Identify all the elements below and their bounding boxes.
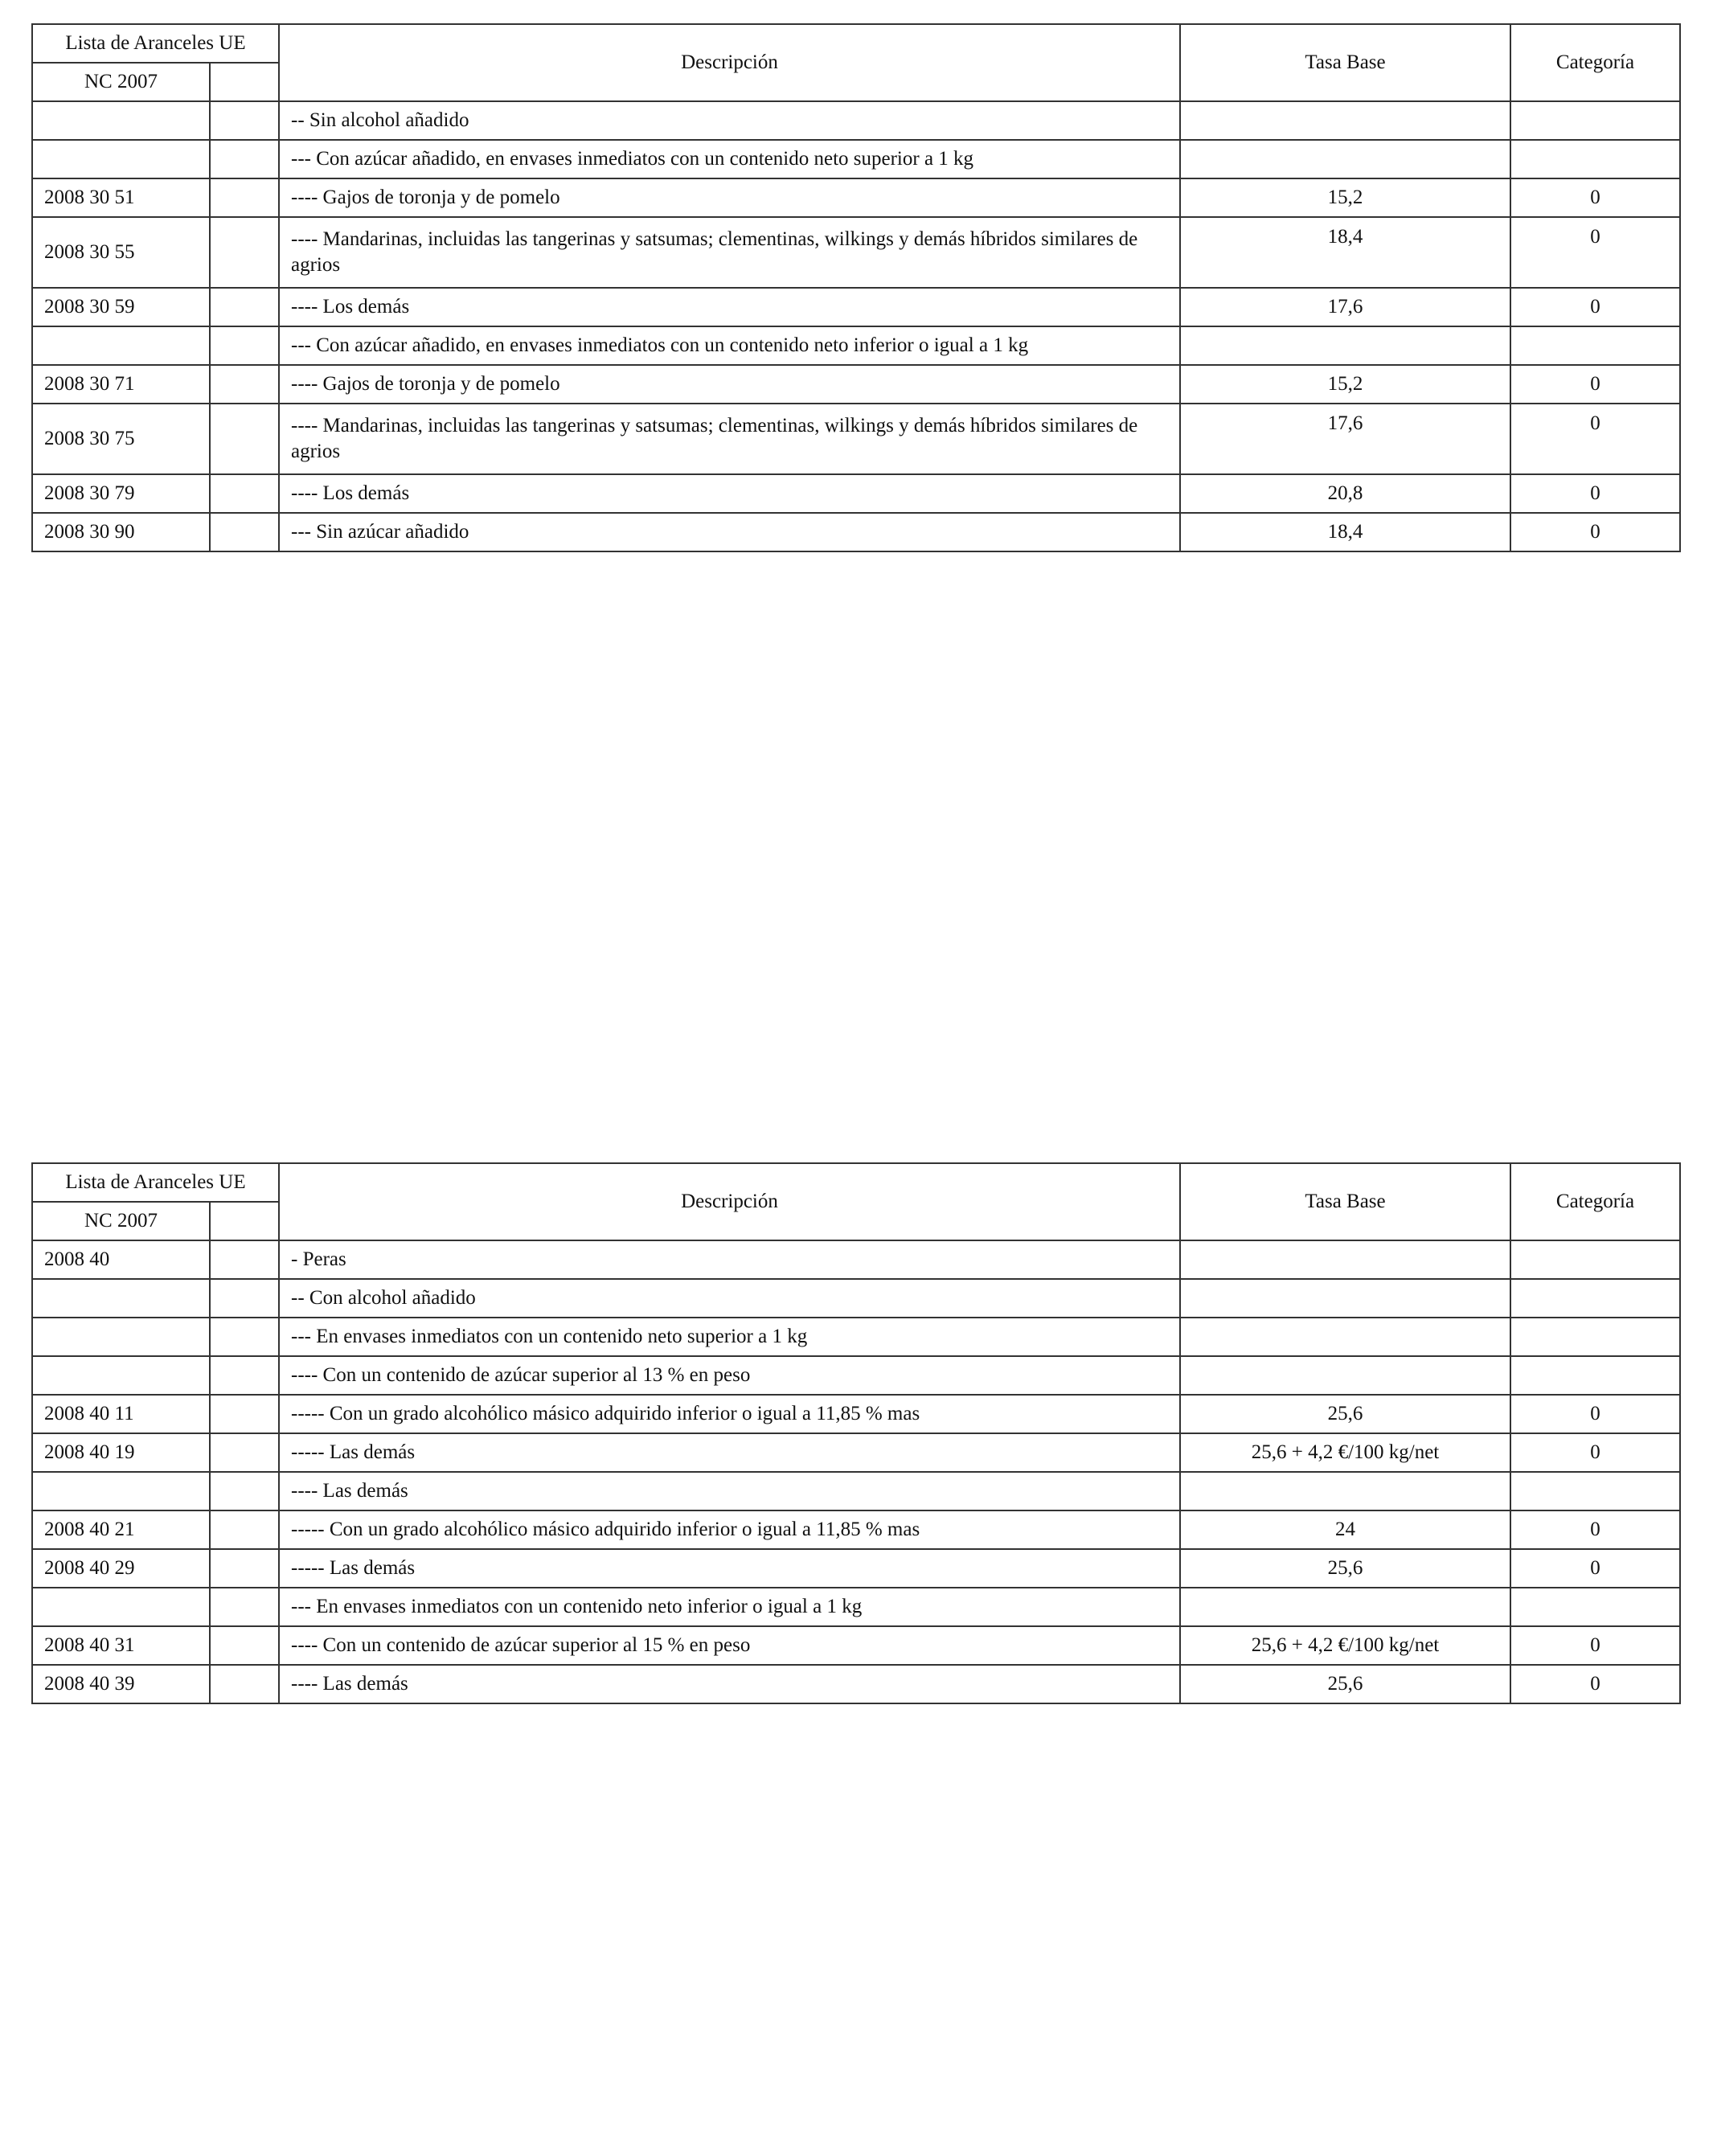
tariff-table-2 xyxy=(31,1162,1681,1704)
category-cell xyxy=(1510,140,1680,178)
rate-cell: 15,2 xyxy=(1180,178,1510,217)
table-row xyxy=(32,1433,1680,1472)
category-cell xyxy=(1510,1318,1680,1356)
blank-cell xyxy=(210,474,279,513)
code-cell: 2008 40 29 xyxy=(32,1549,210,1588)
category-cell: 0 xyxy=(1510,288,1680,326)
blank-cell xyxy=(210,1549,279,1588)
table-row xyxy=(32,101,1680,140)
rate-cell: 17,6 xyxy=(1180,288,1510,326)
code-cell: 2008 30 51 xyxy=(32,178,210,217)
rate-cell xyxy=(1180,1588,1510,1626)
rate-cell xyxy=(1180,326,1510,365)
table-row xyxy=(32,217,1680,288)
nc-header-cell: NC 2007 xyxy=(32,63,210,101)
rate-cell: 25,6 + 4,2 €/100 kg/net xyxy=(1180,1433,1510,1472)
rate-cell: 15,2 xyxy=(1180,365,1510,404)
table-row xyxy=(32,1510,1680,1549)
blank-cell xyxy=(210,140,279,178)
description-header-cell: Descripción xyxy=(279,24,1180,101)
blank-cell xyxy=(210,1395,279,1433)
rate-cell xyxy=(1180,140,1510,178)
code-cell: 2008 30 90 xyxy=(32,513,210,551)
category-cell: 0 xyxy=(1510,404,1680,474)
category-cell xyxy=(1510,1356,1680,1395)
code-cell: 2008 30 71 xyxy=(32,365,210,404)
description-cell: ---- Gajos de toronja y de pomelo xyxy=(279,365,1180,404)
blank-cell xyxy=(210,101,279,140)
code-cell: 2008 30 55 xyxy=(32,217,210,288)
code-cell xyxy=(32,1318,210,1356)
code-cell: 2008 30 75 xyxy=(32,404,210,474)
description-cell: ---- Los demás xyxy=(279,474,1180,513)
description-cell: -- Sin alcohol añadido xyxy=(279,101,1180,140)
blank-header-cell xyxy=(210,63,279,101)
description-cell: ---- Con un contenido de azúcar superior al 13 % en peso xyxy=(279,1356,1180,1395)
rate-cell xyxy=(1180,1240,1510,1279)
description-cell: ---- Las demás xyxy=(279,1665,1180,1703)
rate-cell: 18,4 xyxy=(1180,513,1510,551)
description-cell: ---- Los demás xyxy=(279,288,1180,326)
description-cell: ---- Gajos de toronja y de pomelo xyxy=(279,178,1180,217)
code-cell xyxy=(32,1356,210,1395)
nc-header-cell: NC 2007 xyxy=(32,1202,210,1240)
blank-cell xyxy=(210,1588,279,1626)
description-cell: --- En envases inmediatos con un contenido neto inferior o igual a 1 kg xyxy=(279,1588,1180,1626)
table-row xyxy=(32,1318,1680,1356)
category-cell xyxy=(1510,101,1680,140)
description-cell: --- Con azúcar añadido, en envases inmediatos con un contenido neto superior a 1 kg xyxy=(279,140,1180,178)
blank-header-cell xyxy=(210,1202,279,1240)
code-cell: 2008 40 21 xyxy=(32,1510,210,1549)
table-row xyxy=(32,1240,1680,1279)
category-cell: 0 xyxy=(1510,1510,1680,1549)
blank-cell xyxy=(210,404,279,474)
code-cell xyxy=(32,1588,210,1626)
table-row xyxy=(32,474,1680,513)
table-header-row xyxy=(32,24,1680,63)
rate-header-cell: Tasa Base xyxy=(1180,24,1510,101)
blank-cell xyxy=(210,217,279,288)
category-cell: 0 xyxy=(1510,365,1680,404)
description-cell: ---- Mandarinas, incluidas las tangerinas y satsumas; clementinas, wilkings y demás híbridos similares de agrios xyxy=(279,404,1180,474)
blank-cell xyxy=(210,1665,279,1703)
list-header-cell: Lista de Aranceles UE xyxy=(32,1163,279,1202)
category-cell: 0 xyxy=(1510,1665,1680,1703)
table-row xyxy=(32,326,1680,365)
category-cell: 0 xyxy=(1510,474,1680,513)
category-header-cell: Categoría xyxy=(1510,1163,1680,1240)
blank-cell xyxy=(210,1472,279,1510)
description-cell: ----- Las demás xyxy=(279,1549,1180,1588)
category-cell: 0 xyxy=(1510,178,1680,217)
table-row xyxy=(32,288,1680,326)
code-cell: 2008 40 19 xyxy=(32,1433,210,1472)
category-cell: 0 xyxy=(1510,513,1680,551)
table-row xyxy=(32,513,1680,551)
blank-cell xyxy=(210,513,279,551)
table-row xyxy=(32,140,1680,178)
table-row xyxy=(32,1395,1680,1433)
blank-cell xyxy=(210,1240,279,1279)
rate-cell: 18,4 xyxy=(1180,217,1510,288)
rate-cell xyxy=(1180,1472,1510,1510)
category-cell: 0 xyxy=(1510,217,1680,288)
rate-header-cell: Tasa Base xyxy=(1180,1163,1510,1240)
blank-cell xyxy=(210,1626,279,1665)
blank-cell xyxy=(210,1433,279,1472)
table-row xyxy=(32,1549,1680,1588)
rate-cell: 25,6 xyxy=(1180,1665,1510,1703)
category-cell: 0 xyxy=(1510,1433,1680,1472)
table-header-row xyxy=(32,1163,1680,1202)
category-cell xyxy=(1510,1240,1680,1279)
code-cell xyxy=(32,326,210,365)
code-cell xyxy=(32,140,210,178)
code-cell: 2008 40 11 xyxy=(32,1395,210,1433)
description-cell: ---- Con un contenido de azúcar superior al 15 % en peso xyxy=(279,1626,1180,1665)
description-cell: ---- Las demás xyxy=(279,1472,1180,1510)
category-cell: 0 xyxy=(1510,1395,1680,1433)
category-cell xyxy=(1510,1472,1680,1510)
table-row xyxy=(32,1356,1680,1395)
code-cell: 2008 40 39 xyxy=(32,1665,210,1703)
description-cell: ----- Las demás xyxy=(279,1433,1180,1472)
tariff-table-1 xyxy=(31,23,1681,552)
code-cell: 2008 30 59 xyxy=(32,288,210,326)
table-row xyxy=(32,365,1680,404)
table-row xyxy=(32,404,1680,474)
rate-cell xyxy=(1180,1279,1510,1318)
table-row xyxy=(32,1472,1680,1510)
blank-cell xyxy=(210,1279,279,1318)
category-cell xyxy=(1510,326,1680,365)
table-row xyxy=(32,1626,1680,1665)
category-cell xyxy=(1510,1279,1680,1318)
code-cell: 2008 40 xyxy=(32,1240,210,1279)
rate-cell xyxy=(1180,1318,1510,1356)
description-cell: --- En envases inmediatos con un contenido neto superior a 1 kg xyxy=(279,1318,1180,1356)
code-cell xyxy=(32,1472,210,1510)
blank-cell xyxy=(210,288,279,326)
description-cell: --- Sin azúcar añadido xyxy=(279,513,1180,551)
category-cell: 0 xyxy=(1510,1549,1680,1588)
table-row xyxy=(32,1665,1680,1703)
description-cell: ----- Con un grado alcohólico másico adquirido inferior o igual a 11,85 % mas xyxy=(279,1510,1180,1549)
rate-cell: 25,6 xyxy=(1180,1549,1510,1588)
description-cell: -- Con alcohol añadido xyxy=(279,1279,1180,1318)
blank-cell xyxy=(210,1356,279,1395)
rate-cell: 17,6 xyxy=(1180,404,1510,474)
category-cell xyxy=(1510,1588,1680,1626)
blank-cell xyxy=(210,326,279,365)
rate-cell xyxy=(1180,1356,1510,1395)
blank-cell xyxy=(210,365,279,404)
description-cell: - Peras xyxy=(279,1240,1180,1279)
code-cell: 2008 30 79 xyxy=(32,474,210,513)
table-row xyxy=(32,178,1680,217)
table-row xyxy=(32,1279,1680,1318)
description-header-cell: Descripción xyxy=(279,1163,1180,1240)
rate-cell: 24 xyxy=(1180,1510,1510,1549)
rate-cell: 25,6 xyxy=(1180,1395,1510,1433)
blank-cell xyxy=(210,1318,279,1356)
blank-cell xyxy=(210,1510,279,1549)
list-header-cell: Lista de Aranceles UE xyxy=(32,24,279,63)
blank-cell xyxy=(210,178,279,217)
rate-cell xyxy=(1180,101,1510,140)
description-cell: ----- Con un grado alcohólico másico adquirido inferior o igual a 11,85 % mas xyxy=(279,1395,1180,1433)
table-row xyxy=(32,1588,1680,1626)
description-cell: --- Con azúcar añadido, en envases inmediatos con un contenido neto inferior o igual a 1 kg xyxy=(279,326,1180,365)
category-header-cell: Categoría xyxy=(1510,24,1680,101)
code-cell xyxy=(32,1279,210,1318)
rate-cell: 25,6 + 4,2 €/100 kg/net xyxy=(1180,1626,1510,1665)
category-cell: 0 xyxy=(1510,1626,1680,1665)
description-cell: ---- Mandarinas, incluidas las tangerinas y satsumas; clementinas, wilkings y demás híbridos similares de agrios xyxy=(279,217,1180,288)
code-cell: 2008 40 31 xyxy=(32,1626,210,1665)
rate-cell: 20,8 xyxy=(1180,474,1510,513)
code-cell xyxy=(32,101,210,140)
